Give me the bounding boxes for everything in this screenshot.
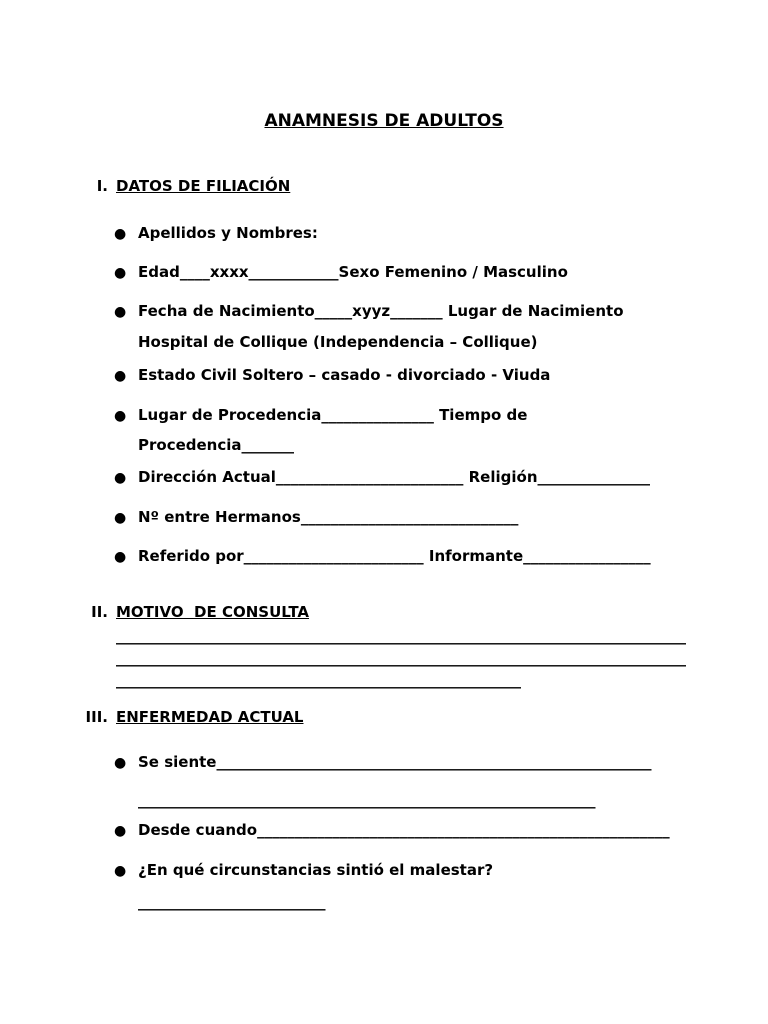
bullet-icon: ●	[114, 470, 127, 486]
blank-line: ____________________________________________________________________________	[116, 649, 686, 667]
bullet-icon: ●	[114, 265, 127, 281]
list-item: Estado Civil Soltero – casado - divorciado - Viuda	[138, 366, 551, 384]
bullet-icon: ●	[114, 304, 127, 320]
bullet-icon: ●	[114, 823, 127, 839]
list-item-continuation: Procedencia_______	[138, 436, 295, 454]
list-item-continuation: Hospital de Collique (Independencia – Collique)	[138, 333, 538, 351]
list-item: ¿En qué circunstancias sintió el malestar?	[138, 861, 494, 879]
section-number: II.	[91, 603, 108, 621]
list-item-continuation: _________________________	[138, 893, 326, 911]
bullet-icon: ●	[114, 368, 127, 384]
list-item: Nº entre Hermanos_____________________________	[138, 508, 519, 526]
section-number: III.	[85, 708, 108, 726]
list-item: Se siente__________________________________________________________	[138, 753, 652, 771]
list-item: Fecha de Nacimiento_____xyyz_______ Lugar de Nacimiento	[138, 302, 624, 320]
section-number: I.	[96, 177, 108, 195]
list-item: Dirección Actual_________________________ Religión_______________	[138, 468, 650, 486]
blank-line: ______________________________________________________	[116, 671, 521, 689]
list-item: Apellidos y Nombres:	[138, 224, 318, 242]
document-title: ANAMNESIS DE ADULTOS	[264, 111, 504, 131]
section-heading: MOTIVO DE CONSULTA	[116, 603, 310, 621]
blank-line: ____________________________________________________________________________	[116, 627, 686, 645]
bullet-icon: ●	[114, 549, 127, 565]
bullet-icon: ●	[114, 408, 127, 424]
list-item: Referido por________________________ Informante_________________	[138, 547, 651, 565]
list-item: Desde cuando_______________________________________________________	[138, 821, 670, 839]
list-item: Edad____xxxx____________Sexo Femenino / Masculino	[138, 263, 568, 281]
list-item-continuation: _____________________________________________________________	[138, 791, 596, 809]
bullet-icon: ●	[114, 863, 127, 879]
bullet-icon: ●	[114, 510, 127, 526]
bullet-icon: ●	[114, 755, 127, 771]
list-item: Lugar de Procedencia_______________ Tiempo de	[138, 406, 528, 424]
section-heading: ENFERMEDAD ACTUAL	[116, 708, 304, 726]
section-heading: DATOS DE FILIACIÓN	[116, 177, 291, 195]
bullet-icon: ●	[114, 226, 127, 242]
